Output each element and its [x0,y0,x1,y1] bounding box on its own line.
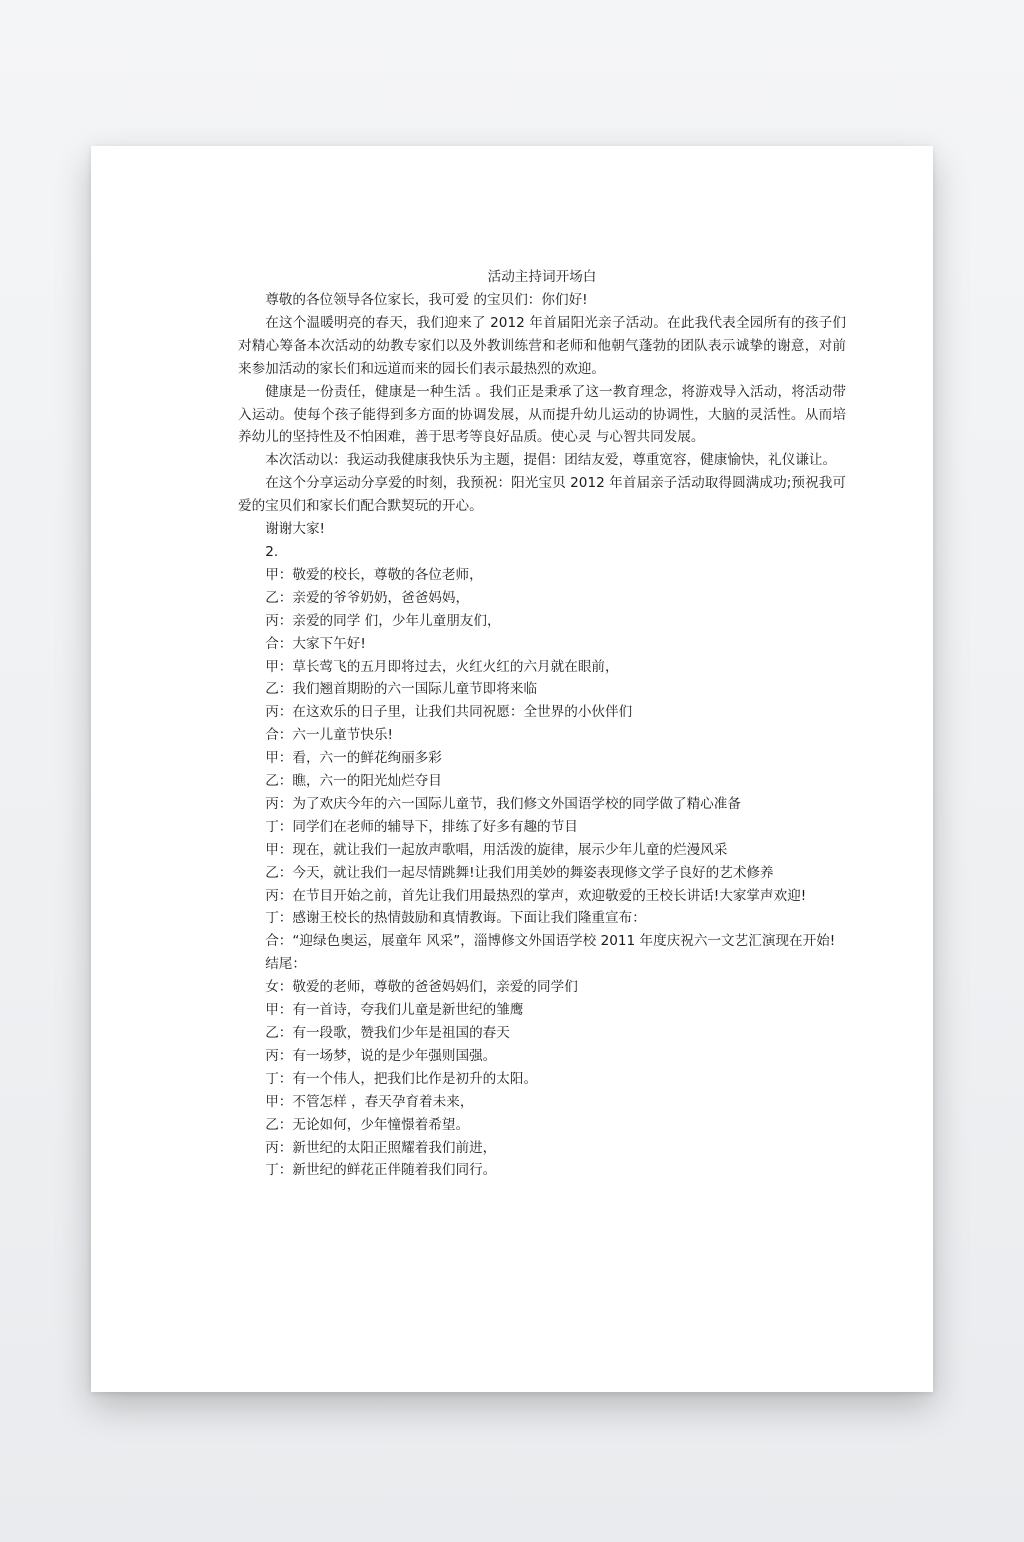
paragraph: 健康是一份责任，健康是一种生活 。我们正是秉承了这一教育理念，将游戏导入活动，将活动带入运动。使每个孩子能得到多方面的协调发展，从而提升幼儿运动的协调性，大脑的灵活性。从而培养幼儿的坚持性及不怕困难，善于思考等良好品质。使心灵 与心智共同发展。 [238,383,846,446]
paragraph: 谢谢大家! [265,521,326,538]
script-line: 合：六一儿童节快乐! [265,727,393,744]
script-line: 合：“迎绿色奥运，展童年 风采”，淄博修文外国语学校 2011 年度庆祝六一文艺汇演现在开始! [265,933,836,950]
script-line: 丙：亲爱的同学 们，少年儿童朋友们， [265,612,501,629]
script-line: 甲：不管怎样 ，春天孕育着未来， [265,1093,474,1110]
script-line: 乙：亲爱的爷爷奶奶，爸爸妈妈， [265,589,470,606]
script-line: 乙：无论如何，少年憧憬着希望。 [265,1116,470,1133]
paragraph: 本次活动以：我运动我健康我快乐为主题，提倡：团结友爱，尊重宽容，健康愉快，礼仪谦让。 [265,452,837,469]
document-content [238,266,846,1182]
script-line: 甲：现在，就让我们一起放声歌唱，用活泼的旋律，展示少年儿童的烂漫风采 [265,841,728,858]
script-line: 丙：在这欢乐的日子里，让我们共同祝愿：全世界的小伙伴们 [265,704,633,721]
script-line: 丁：感谢王校长的热情鼓励和真情教诲。下面让我们隆重宣布： [265,910,646,927]
script-line: 丁：同学们在老师的辅导下，排练了好多有趣的节目 [265,818,578,835]
script-line: 丙：新世纪的太阳正照耀着我们前进， [265,1139,497,1156]
script-line: 女：敬爱的老师，尊敬的爸爸妈妈们，亲爱的同学们 [265,979,578,996]
section-heading: 结尾： [265,956,306,973]
script-line: 甲：敬爱的校长，尊敬的各位老师， [265,566,483,583]
script-line: 乙：今天，就让我们一起尽情跳舞!让我们用美妙的舞姿表现修文学子良好的艺术修养 [265,864,774,881]
script-line: 甲：看，六一的鲜花绚丽多彩 [265,750,442,767]
script-line: 丁：有一个伟人，把我们比作是初升的太阳。 [265,1070,538,1087]
script-line: 丙：为了欢庆今年的六一国际儿童节，我们修文外国语学校的同学做了精心准备 [265,795,741,812]
paragraph: 在这个温暖明亮的春天，我们迎来了 2012 年首届阳光亲子活动。在此我代表全园所有的孩子们对精心筹备本次活动的幼教专家们以及外教训练营和老师和他朝气蓬勃的团队表示诚挚的谢意，对前来参加活动的家长们和远道而来的园长们表示最热烈的欢迎。 [238,314,846,377]
script-line: 丁：新世纪的鲜花正伴随着我们同行。 [265,1162,497,1179]
document-page [91,146,933,1392]
script-line: 甲：草长莺飞的五月即将过去，火红火红的六月就在眼前， [265,658,619,675]
script-line: 乙：有一段歌，赞我们少年是祖国的春天 [265,1025,510,1041]
document-title: 活动主持词开场白 [487,269,597,285]
script-line: 丙：在节目开始之前，首先让我们用最热烈的掌声，欢迎敬爱的王校长讲话!大家掌声欢迎! [265,887,807,904]
script-line: 乙：瞧，六一的阳光灿烂夺目 [265,773,442,790]
script-line: 丙：有一场梦，说的是少年强则国强。 [265,1047,497,1064]
section-number: 2. [265,543,279,560]
paragraph: 在这个分享运动分享爱的时刻，我预祝：阳光宝贝 2012 年首届亲子活动取得圆满成功;预祝我可爱的宝贝们和家长们配合默契玩的开心。 [238,475,846,515]
script-line: 合：大家下午好! [265,635,366,652]
script-line: 乙：我们翘首期盼的六一国际儿童节即将来临 [265,681,538,698]
paragraph: 尊敬的各位领导各位家长，我可爱 的宝贝们：你们好! [265,292,588,308]
script-line: 甲：有一首诗，夸我们儿童是新世纪的雏鹰 [265,1002,524,1019]
